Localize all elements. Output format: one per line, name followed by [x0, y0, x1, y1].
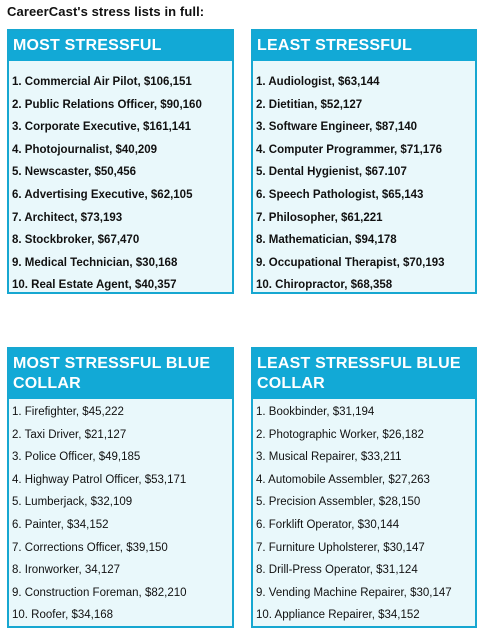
list-item: 5. Lumberjack, $32,109 [12, 496, 133, 509]
list-item: 10. Roofer, $34,168 [12, 609, 114, 622]
list-item: 7. Architect, $73,193 [12, 211, 123, 224]
panel-title: MOST STRESSFUL BLUE COLLAR [9, 349, 232, 399]
list-item: 10. Appliance Repairer, $34,152 [256, 609, 420, 622]
most-stressful-panel [7, 29, 234, 294]
list-item: 5. Precision Assembler, $28,150 [256, 496, 421, 509]
least-stressful-blue-collar-panel [251, 347, 477, 628]
list-item: 3. Corporate Executive, $161,141 [12, 121, 191, 134]
list-item: 1. Firefighter, $45,222 [12, 406, 124, 418]
list-item: 1. Audiologist, $63,144 [256, 76, 380, 88]
least-stressful-panel [251, 29, 477, 294]
list-item: 5. Newscaster, $50,456 [12, 166, 137, 179]
list-item: 4. Computer Programmer, $71,176 [256, 143, 442, 156]
list-item: 3. Musical Repairer, $33,211 [256, 451, 402, 464]
list-item: 8. Ironworker, 34,127 [12, 564, 121, 577]
list-item: 2. Taxi Driver, $21,127 [12, 428, 127, 441]
list-item: 9. Occupational Therapist, $70,193 [256, 256, 445, 269]
panel-title: MOST STRESSFUL [9, 31, 232, 61]
job-list [9, 399, 232, 627]
list-item: 7. Corrections Officer, $39,150 [12, 541, 168, 554]
list-item: 5. Dental Hygienist, $67.107 [256, 166, 407, 179]
list-item: 7. Philosopher, $61,221 [256, 211, 383, 224]
list-item: 6. Forklift Operator, $30,144 [256, 518, 400, 531]
list-item: 4. Automobile Assembler, $27,263 [256, 473, 430, 486]
list-item: 10. Chiropractor, $68,358 [256, 279, 393, 292]
list-item: 4. Photojournalist, $40,209 [12, 143, 158, 156]
list-item: 2. Dietitian, $52,127 [256, 98, 363, 111]
most-stressful-blue-collar-panel [7, 347, 234, 628]
list-item: 2. Photographic Worker, $26,182 [256, 428, 424, 441]
list-item: 9. Construction Foreman, $82,210 [12, 586, 187, 599]
list-item: 1. Commercial Air Pilot, $106,151 [12, 76, 192, 88]
list-item: 9. Medical Technician, $30,168 [12, 256, 178, 269]
list-item: 6. Painter, $34,152 [12, 518, 109, 531]
panel-title: LEAST STRESSFUL [253, 31, 475, 61]
list-item: 8. Drill-Press Operator, $31,124 [256, 564, 418, 577]
job-list [253, 399, 475, 627]
list-item: 1. Bookbinder, $31,194 [256, 406, 375, 418]
page-title: CareerCast's stress lists in full: [7, 4, 205, 19]
list-item: 3. Police Officer, $49,185 [12, 451, 141, 464]
list-item: 3. Software Engineer, $87,140 [256, 121, 418, 134]
list-item: 8. Mathematician, $94,178 [256, 234, 397, 247]
list-item: 10. Real Estate Agent, $40,357 [12, 279, 177, 292]
list-item: 6. Advertising Executive, $62,105 [12, 188, 193, 201]
job-list [9, 61, 232, 297]
list-item: 2. Public Relations Officer, $90,160 [12, 98, 202, 111]
job-list [253, 61, 475, 297]
list-item: 8. Stockbroker, $67,470 [12, 234, 140, 247]
list-item: 9. Vending Machine Repairer, $30,147 [256, 586, 452, 599]
list-item: 7. Furniture Upholsterer, $30,147 [256, 541, 425, 554]
panel-title: LEAST STRESSFUL BLUE COLLAR [253, 349, 475, 399]
list-item: 4. Highway Patrol Officer, $53,171 [12, 473, 187, 486]
list-item: 6. Speech Pathologist, $65,143 [256, 188, 424, 201]
